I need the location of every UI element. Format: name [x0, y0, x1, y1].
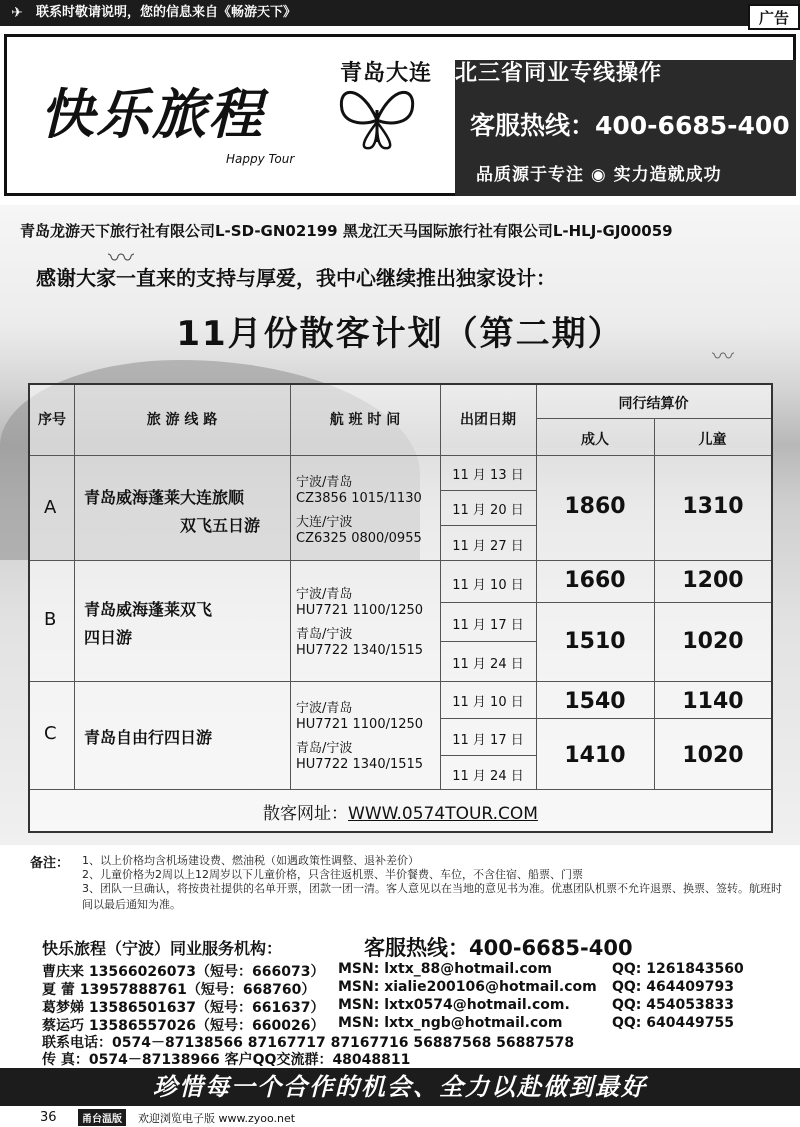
- seagull-icon: 〰: [712, 345, 735, 370]
- header-seq: 序号: [38, 412, 66, 428]
- route-name: 青岛自由行四日游: [84, 728, 213, 747]
- header-price: 同行结算价: [618, 396, 689, 412]
- row-divider: [440, 755, 536, 756]
- child-price: 1200: [682, 568, 744, 593]
- flight-info: 宁波/青岛: [296, 701, 353, 716]
- contact-name: 夏 蕾 13957888761（短号：668760）: [42, 982, 316, 998]
- departure-date: 11 月 24 日: [452, 657, 524, 672]
- tour-table: [28, 383, 773, 833]
- child-price: 1140: [682, 689, 744, 714]
- brand-subtitle: Happy Tour: [226, 152, 295, 166]
- contact-msn: MSN: lxtx_ngb@hotmail.com: [338, 1015, 563, 1031]
- contact-phone: 联系电话：0574－87138566 87167717 87167716 56887568 56887578: [42, 1035, 575, 1051]
- contact-name: 蔡运巧 13586557026（短号：660026）: [42, 1018, 325, 1034]
- flight-info: HU7721 1100/1250: [296, 603, 424, 618]
- row-divider: [30, 681, 771, 682]
- route-name: 青岛威海蓬莱大连旅顺: [84, 488, 245, 507]
- ad-tag: 广告: [748, 4, 800, 30]
- row-divider: [30, 560, 771, 561]
- flight-info: 宁波/青岛: [296, 587, 353, 602]
- contact-msn: MSN: lxtx_88@hotmail.com: [338, 961, 552, 977]
- browse-link[interactable]: 欢迎浏览电子版 www.zyoo.net: [138, 1112, 296, 1125]
- departure-date: 11 月 13 日: [452, 468, 524, 483]
- seagull-icon: 〰: [108, 244, 135, 274]
- website-link[interactable]: WWW.0574TOUR.COM: [348, 804, 538, 824]
- contact-msn: MSN: xialie200106@hotmail.com: [338, 979, 597, 995]
- row-divider: [30, 455, 771, 456]
- flight-info: HU7722 1340/1515: [296, 643, 424, 658]
- contact-qq: QQ: 454053833: [612, 997, 734, 1013]
- service-hotline: 客服热线：400-6685-400: [364, 936, 633, 960]
- flight-info: 大连/宁波: [296, 515, 353, 530]
- departure-date: 11 月 20 日: [452, 503, 524, 518]
- header-slogan: 品质源于专注 ◉ 实力造就成功: [476, 165, 722, 185]
- contact-qq: QQ: 464409793: [612, 979, 734, 995]
- adult-price: 1410: [564, 743, 626, 768]
- note-item: 3、团队一旦确认，将按贵社提供的名单开票，团款一团一清。客人意见以在当地的意见书为准。优惠团队机票不允许退票、换票、签转。航班时间以最后通知为准。: [82, 882, 782, 911]
- header-hotline: 客服热线：400-6685-400: [470, 111, 790, 140]
- edition-badge: 甬台温版: [78, 1109, 126, 1126]
- row-seq: A: [44, 497, 57, 518]
- contact-name: 曹庆来 13566026073（短号：666073）: [42, 964, 325, 980]
- website-label: 散客网址：: [263, 804, 349, 824]
- col-divider: [440, 385, 441, 789]
- col-divider: [74, 385, 75, 789]
- swallow-logo-icon: ✈: [11, 5, 23, 21]
- flight-info: CZ6325 0800/0955: [296, 531, 422, 546]
- contact-qq: QQ: 640449755: [612, 1015, 734, 1031]
- route-name: 青岛威海蓬莱双飞: [84, 600, 213, 619]
- flight-info: HU7721 1100/1250: [296, 717, 424, 732]
- adult-price: 1540: [564, 689, 626, 714]
- col-divider: [654, 418, 655, 789]
- departure-date: 11 月 24 日: [452, 769, 524, 784]
- contact-name: 葛梦娣 13586501637（短号：661637）: [42, 1000, 325, 1016]
- header-tagline: 青岛大连东北三省同业专线操作: [340, 61, 663, 86]
- departure-date: 11 月 17 日: [452, 733, 524, 748]
- col-divider: [290, 385, 291, 789]
- route-name-2: 四日游: [84, 628, 133, 647]
- row-divider: [440, 525, 536, 526]
- departure-date: 11 月 17 日: [452, 618, 524, 633]
- flight-info: HU7722 1340/1515: [296, 757, 424, 772]
- note-item: 2、儿童价格为2周以上12周岁以下儿童价格，只含往返机票、半价餐费、车位，不含住宿、船票、门票: [82, 868, 583, 881]
- adult-price: 1860: [564, 494, 626, 519]
- header-date: 出团日期: [460, 412, 516, 428]
- thanks-line: 感谢大家一直来的支持与厚爱，我中心继续推出独家设计：: [36, 266, 556, 290]
- row-seq: B: [44, 609, 57, 630]
- row-divider: [440, 602, 771, 603]
- child-price: 1020: [682, 629, 744, 654]
- row-seq: C: [44, 723, 57, 744]
- row-divider: [440, 641, 536, 642]
- org-title: 快乐旅程（宁波）同业服务机构：: [42, 939, 283, 958]
- flight-info: 宁波/青岛: [296, 475, 353, 490]
- child-price: 1310: [682, 494, 744, 519]
- contact-qq: QQ: 1261843560: [612, 961, 744, 977]
- motto-text: 珍惜每一个合作的机会、全力以赴做到最好: [153, 1073, 647, 1101]
- row-divider: [30, 789, 771, 790]
- contact-msn: MSN: lxtx0574@hotmail.com.: [338, 997, 570, 1013]
- flight-info: 青岛/宁波: [296, 741, 353, 756]
- departure-date: 11 月 10 日: [452, 578, 524, 593]
- butterfly-icon: [332, 80, 422, 156]
- route-name-2: 双飞五日游: [180, 516, 261, 535]
- plan-title: 11月份散客计划（第二期）: [176, 314, 624, 354]
- header-route: 旅 游 线 路: [146, 412, 218, 428]
- departure-date: 11 月 27 日: [452, 539, 524, 554]
- brand-logo: 快乐旅程: [40, 82, 264, 146]
- flight-info: CZ3856 1015/1130: [296, 491, 422, 506]
- header-adult: 成人: [581, 432, 609, 448]
- page-number: 36: [40, 1110, 57, 1125]
- header-child: 儿童: [698, 432, 727, 448]
- license-line: 青岛龙游天下旅行社有限公司L-SD-GN02199 黑龙江天马国际旅行社有限公司L-HLJ-GJ00059: [20, 222, 673, 240]
- header-flight: 航 班 时 间: [329, 412, 401, 428]
- website-row: [30, 799, 771, 824]
- departure-date: 11 月 10 日: [452, 695, 524, 710]
- row-divider: [440, 718, 771, 719]
- adult-price: 1660: [564, 568, 626, 593]
- notes-label: 备注：: [30, 856, 70, 871]
- adult-price: 1510: [564, 629, 626, 654]
- row-divider: [440, 490, 536, 491]
- note-item: 1、以上价格均含机场建设费、燃油税（如遇政策性调整、退补差价）: [82, 854, 419, 867]
- contact-fax: 传 真：0574－87138966 客户QQ交流群：48048811: [42, 1052, 411, 1068]
- source-notice: 联系时敬请说明，您的信息来自《畅游天下》: [36, 5, 297, 20]
- child-price: 1020: [682, 743, 744, 768]
- flight-info: 青岛/宁波: [296, 627, 353, 642]
